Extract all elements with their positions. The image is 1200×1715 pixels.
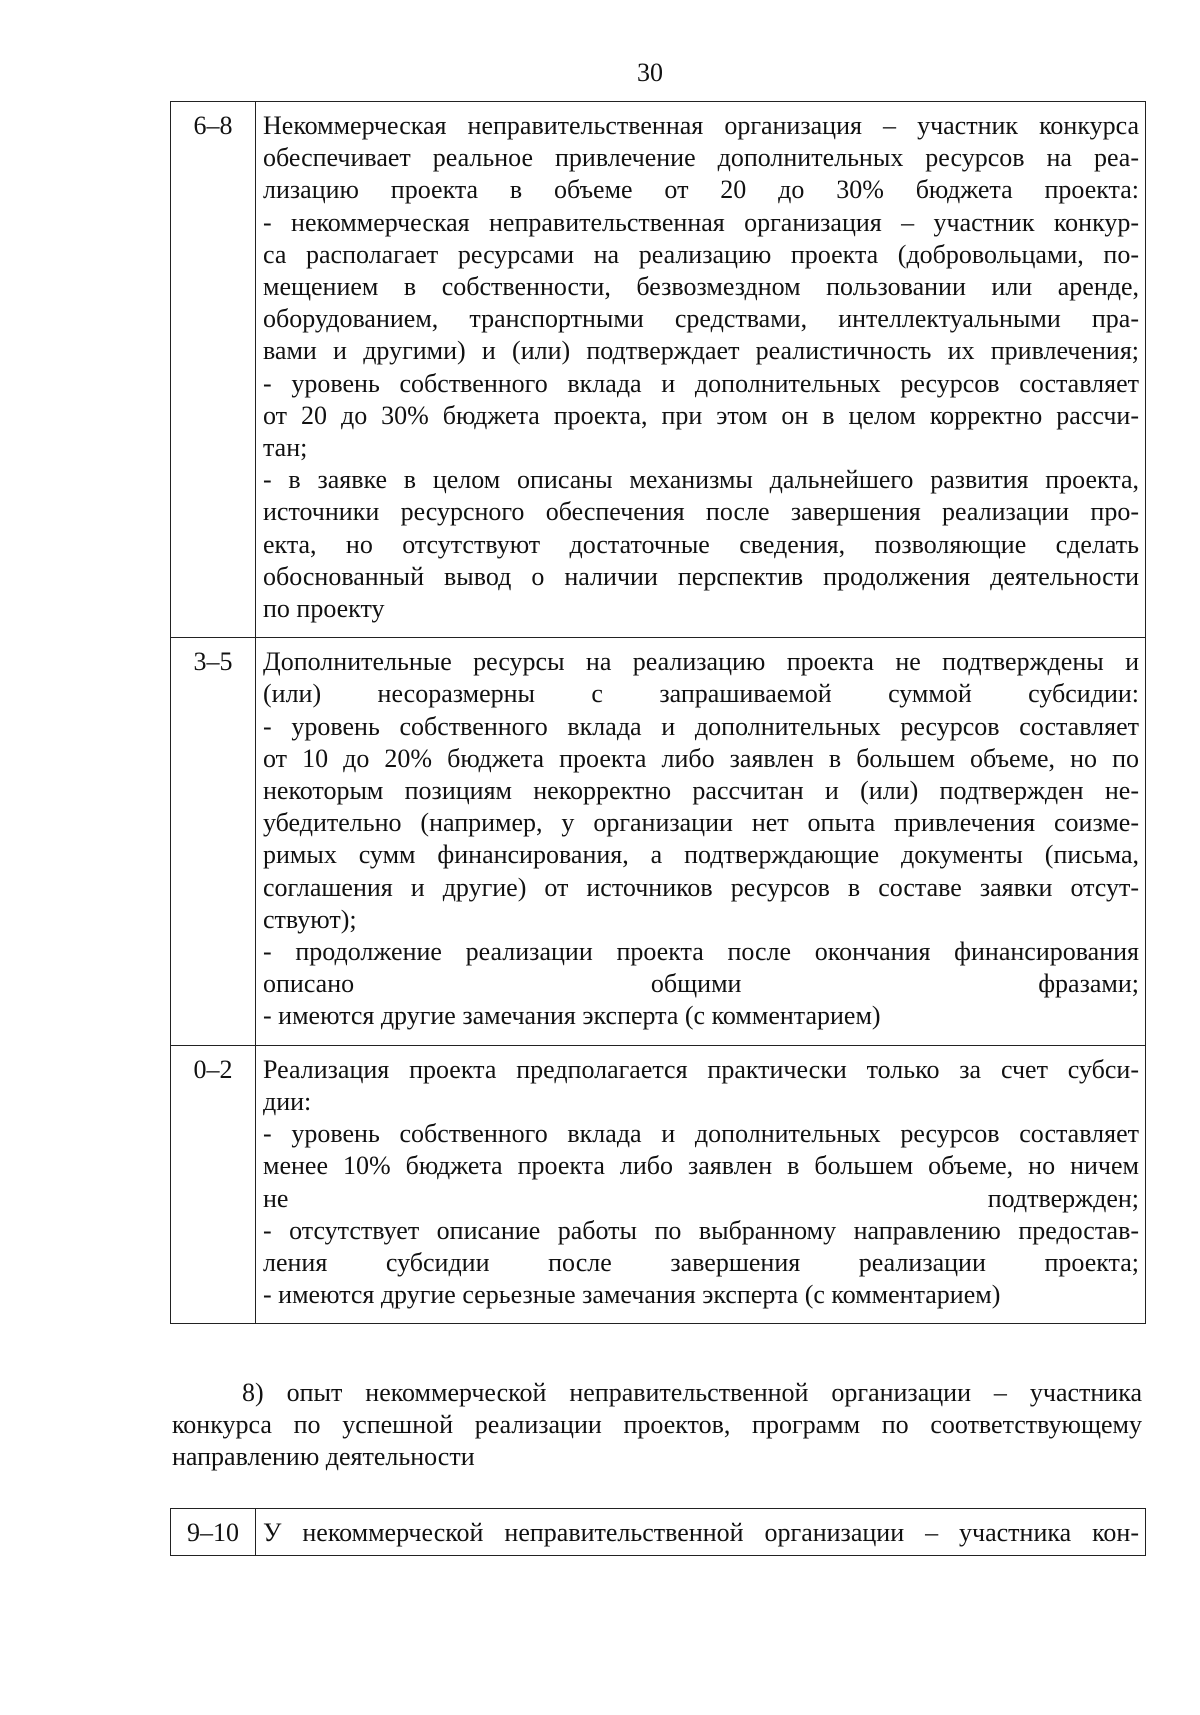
description-line: - имеются другие серьезные замечания эксперта (с комментарием) [263,1280,1001,1310]
score-cell: 6–8 [171,102,256,638]
description-cell [256,638,1146,1045]
description-line: источники ресурсного обеспечения после завершения реализации про- [263,497,1139,527]
paragraph-line: направлению деятельности [172,1442,475,1472]
description-line: екта, но отсутствуют достаточные сведения, позволяющие сделать [263,529,1139,559]
description-line: - уровень собственного вклада и дополнительных ресурсов составляет [263,368,1139,398]
description-line: Некоммерческая неправительственная организация – участник конкурса [263,111,1139,140]
description-line: лизацию проекта в объеме от 20 до 30% бюджета проекта: [263,175,1139,205]
description-line: описано общими фразами; [263,969,1139,999]
description-line: по проекту [263,594,385,624]
score-cell: 9–10 [171,1509,256,1556]
description-line: Реализация проекта предполагается практически только за счет субси- [263,1054,1139,1084]
description-line: (или) несоразмерны с запрашиваемой суммой субсидии: [263,679,1139,709]
score-cell: 3–5 [171,638,256,1045]
description-line: У некоммерческой неправительственной организации – участника кон- [263,1518,1139,1547]
description-line: дии: [263,1086,312,1116]
description-line: вами и другими) и (или) подтверждает реалистичность их привлечения; [263,336,1139,366]
description-cell [256,1509,1146,1556]
description-line: мещением в собственности, безвозмездном пользовании или аренде, [263,272,1139,302]
score-cell: 0–2 [171,1045,256,1324]
description-line: - отсутствует описание работы по выбранному направлению предостав- [263,1215,1139,1245]
description-line: римых сумм финансирования, а подтверждающие документы (письма, [263,840,1139,870]
criteria-row [171,638,1146,1045]
description-line: - имеются другие замечания эксперта (с комментарием) [263,1001,881,1031]
description-line: Дополнительные ресурсы на реализацию проекта не подтверждены и [263,647,1139,677]
criteria-table-body [171,102,1146,1324]
criteria-table [170,101,1146,1324]
description-line: не подтвержден; [263,1183,1139,1213]
criteria-row [171,1509,1146,1556]
paragraph-line: конкурса по успешной реализации проектов, программ по соответствующему [172,1410,1142,1440]
description-line: - некоммерческая неправительственная организация – участник конкур- [263,207,1139,237]
description-line: некоторым позициям некорректно рассчитан и (или) подтвержден не- [263,776,1139,806]
paragraph-line: 8) опыт некоммерческой неправительственной организации – участника [242,1378,1142,1407]
criteria-row [171,1045,1146,1324]
description-cell [256,102,1146,638]
description-line: тан; [263,433,308,463]
next-criteria-table-body [171,1509,1146,1556]
description-line: от 10 до 20% бюджета проекта либо заявлен в большем объеме, но по [263,743,1139,773]
description-line: соглашения и другие) от источников ресурсов в составе заявки отсут- [263,872,1139,902]
description-line: менее 10% бюджета проекта либо заявлен в большем объеме, но ничем [263,1151,1139,1181]
description-line: убедительно (например, у организации нет опыта привлечения соизме- [263,808,1139,838]
description-line: обоснованный вывод о наличии перспектив продолжения деятельности [263,561,1139,591]
description-line: - уровень собственного вклада и дополнительных ресурсов составляет [263,1119,1139,1149]
next-criteria-table [170,1508,1146,1556]
description-line: оборудованием, транспортными средствами, интеллектуальными пра- [263,304,1139,334]
description-cell [256,1045,1146,1324]
description-line: от 20 до 30% бюджета проекта, при этом он в целом корректно рассчи- [263,400,1139,430]
description-line: - в заявке в целом описаны механизмы дальнейшего развития проекта, [263,465,1139,495]
description-line: ствуют); [263,904,357,934]
description-line: - продолжение реализации проекта после окончания финансирования [263,937,1139,967]
description-line: са располагает ресурсами на реализацию проекта (добровольцами, по- [263,239,1139,269]
description-line: обеспечивает реальное привлечение дополнительных ресурсов на реа- [263,143,1139,173]
criteria-row [171,102,1146,638]
page-number: 30 [637,58,663,87]
description-line: ления субсидии после завершения реализации проекта; [263,1247,1139,1277]
section-8-paragraph [172,1377,1142,1474]
description-line: - уровень собственного вклада и дополнительных ресурсов составляет [263,711,1139,741]
